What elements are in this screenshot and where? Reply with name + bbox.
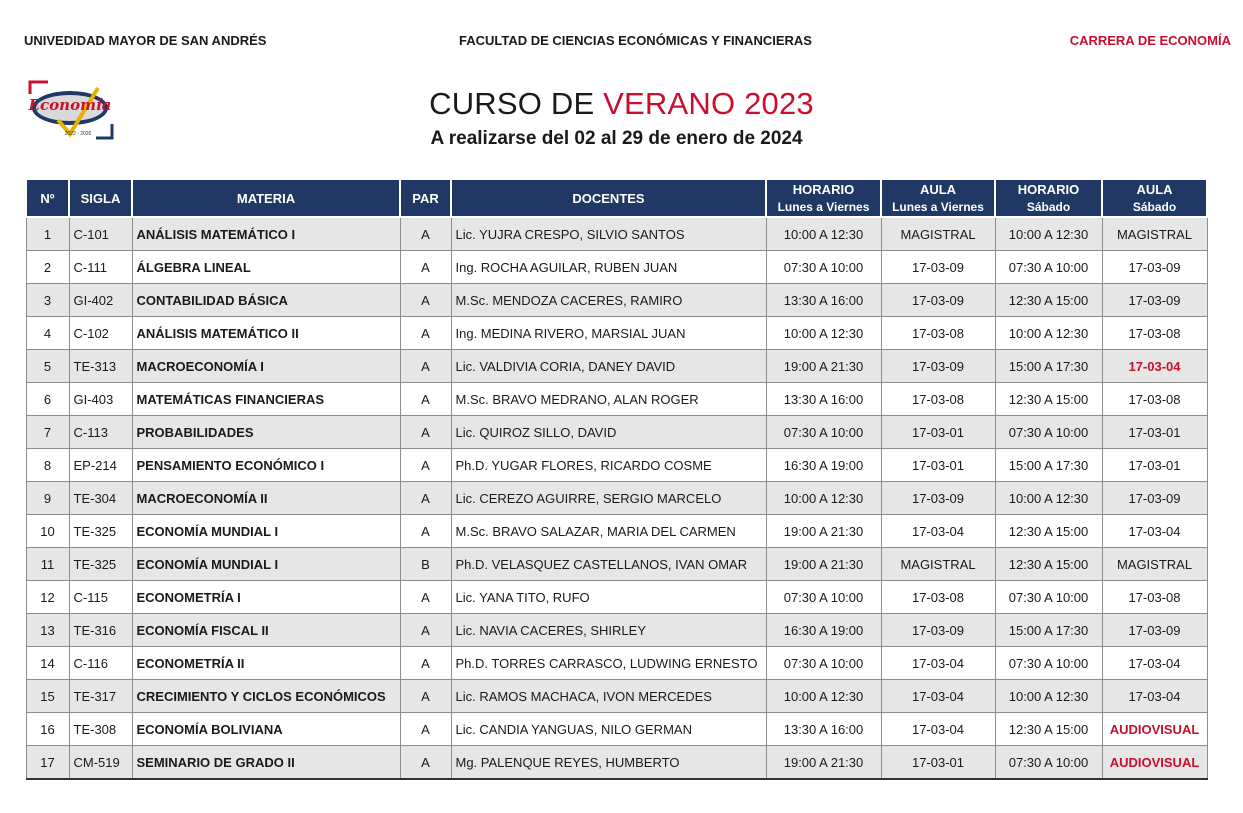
cell-aula-sab: 17-03-08 (1102, 383, 1207, 416)
cell-docente: Lic. RAMOS MACHACA, IVON MERCEDES (451, 680, 766, 713)
cell-sigla: C-102 (69, 317, 132, 350)
cell-par: A (400, 746, 451, 780)
table-row (26, 217, 1207, 251)
table-row (26, 746, 1207, 780)
cell-par: A (400, 317, 451, 350)
cell-docente: Ph.D. YUGAR FLORES, RICARDO COSME (451, 449, 766, 482)
cell-sigla: TE-325 (69, 548, 132, 581)
table-row (26, 482, 1207, 515)
cell-docente: Mg. PALENQUE REYES, HUMBERTO (451, 746, 766, 780)
cell-horario-sab: 12:30 A 15:00 (995, 515, 1102, 548)
cell-par: A (400, 515, 451, 548)
cell-materia: MATEMÁTICAS FINANCIERAS (132, 383, 400, 416)
cell-num: 1 (26, 217, 69, 251)
cell-sigla: GI-403 (69, 383, 132, 416)
col-header-aula-lv: AULA Lunes a Viernes (881, 179, 995, 217)
cell-num: 9 (26, 482, 69, 515)
cell-docente: Lic. YANA TITO, RUFO (451, 581, 766, 614)
cell-num: 11 (26, 548, 69, 581)
cell-docente: Lic. CEREZO AGUIRRE, SERGIO MARCELO (451, 482, 766, 515)
cell-horario-lv: 13:30 A 16:00 (766, 284, 881, 317)
table-row (26, 680, 1207, 713)
cell-aula-lv: 17-03-08 (881, 383, 995, 416)
cell-aula-lv: 17-03-04 (881, 680, 995, 713)
cell-aula-sab: 17-03-04 (1102, 350, 1207, 383)
cell-par: A (400, 284, 451, 317)
cell-materia: SEMINARIO DE GRADO II (132, 746, 400, 780)
cell-aula-sab: 17-03-04 (1102, 647, 1207, 680)
cell-docente: Ph.D. VELASQUEZ CASTELLANOS, IVAN OMAR (451, 548, 766, 581)
cell-aula-sab: 17-03-09 (1102, 614, 1207, 647)
cell-sigla: C-113 (69, 416, 132, 449)
table-row (26, 581, 1207, 614)
cell-par: A (400, 713, 451, 746)
table-row (26, 713, 1207, 746)
cell-materia: ECONOMÍA BOLIVIANA (132, 713, 400, 746)
table-row (26, 449, 1207, 482)
cell-num: 5 (26, 350, 69, 383)
cell-materia: ANÁLISIS MATEMÁTICO I (132, 217, 400, 251)
table-row (26, 647, 1207, 680)
table-row (26, 317, 1207, 350)
cell-aula-sab: AUDIOVISUAL (1102, 746, 1207, 780)
career-name: CARRERA DE ECONOMÍA (1069, 33, 1231, 48)
cell-horario-lv: 16:30 A 19:00 (766, 449, 881, 482)
cell-horario-sab: 12:30 A 15:00 (995, 713, 1102, 746)
table-row (26, 383, 1207, 416)
cell-horario-sab: 07:30 A 10:00 (995, 647, 1102, 680)
cell-aula-lv: 17-03-01 (881, 449, 995, 482)
cell-sigla: TE-316 (69, 614, 132, 647)
col-header-num: Nº (26, 179, 69, 217)
cell-horario-sab: 10:00 A 12:30 (995, 217, 1102, 251)
cell-materia: ECONOMÍA FISCAL II (132, 614, 400, 647)
col-header-horario-lv: HORARIO Lunes a Viernes (766, 179, 881, 217)
cell-horario-lv: 07:30 A 10:00 (766, 416, 881, 449)
cell-sigla: C-101 (69, 217, 132, 251)
cell-sigla: C-111 (69, 251, 132, 284)
cell-materia: ECONOMÍA MUNDIAL I (132, 515, 400, 548)
table-row (26, 284, 1207, 317)
cell-horario-sab: 12:30 A 15:00 (995, 383, 1102, 416)
cell-horario-lv: 19:00 A 21:30 (766, 548, 881, 581)
cell-materia: ECONOMETRÍA II (132, 647, 400, 680)
cell-horario-lv: 07:30 A 10:00 (766, 581, 881, 614)
cell-num: 7 (26, 416, 69, 449)
cell-num: 15 (26, 680, 69, 713)
cell-horario-lv: 13:30 A 16:00 (766, 713, 881, 746)
table-row (26, 251, 1207, 284)
cell-par: A (400, 350, 451, 383)
cell-aula-sab: AUDIOVISUAL (1102, 713, 1207, 746)
cell-horario-lv: 19:00 A 21:30 (766, 350, 881, 383)
cell-materia: CONTABILIDAD BÁSICA (132, 284, 400, 317)
cell-horario-sab: 07:30 A 10:00 (995, 581, 1102, 614)
cell-aula-lv: 17-03-08 (881, 317, 995, 350)
cell-horario-lv: 13:30 A 16:00 (766, 383, 881, 416)
table-row (26, 614, 1207, 647)
cell-par: A (400, 614, 451, 647)
page-subtitle: A realizarse del 02 al 29 de enero de 2024 (430, 128, 803, 149)
cell-docente: Lic. VALDIVIA CORIA, DANEY DAVID (451, 350, 766, 383)
cell-aula-lv: 17-03-01 (881, 416, 995, 449)
cell-aula-sab: 17-03-04 (1102, 515, 1207, 548)
cell-par: A (400, 251, 451, 284)
cell-aula-sab: 17-03-09 (1102, 284, 1207, 317)
col-header-materia: MATERIA (132, 179, 400, 217)
cell-num: 17 (26, 746, 69, 780)
cell-par: A (400, 383, 451, 416)
cell-par: A (400, 482, 451, 515)
logo-text: Economía (28, 96, 112, 114)
cell-materia: MACROECONOMÍA II (132, 482, 400, 515)
cell-materia: PENSAMIENTO ECONÓMICO I (132, 449, 400, 482)
cell-docente: Lic. YUJRA CRESPO, SILVIO SANTOS (451, 217, 766, 251)
cell-docente: Lic. CANDIA YANGUAS, NILO GERMAN (451, 713, 766, 746)
cell-par: A (400, 449, 451, 482)
cell-materia: ECONOMETRÍA I (132, 581, 400, 614)
cell-horario-lv: 16:30 A 19:00 (766, 614, 881, 647)
cell-sigla: TE-317 (69, 680, 132, 713)
cell-sigla: EP-214 (69, 449, 132, 482)
cell-docente: M.Sc. BRAVO MEDRANO, ALAN ROGER (451, 383, 766, 416)
col-header-sigla: SIGLA (69, 179, 132, 217)
cell-sigla: C-116 (69, 647, 132, 680)
logo-years: 2022 - 2026 (64, 131, 92, 137)
cell-par: A (400, 647, 451, 680)
cell-horario-sab: 07:30 A 10:00 (995, 251, 1102, 284)
table-header-row (26, 179, 1207, 217)
cell-num: 2 (26, 251, 69, 284)
cell-aula-lv: MAGISTRAL (881, 217, 995, 251)
cell-horario-lv: 10:00 A 12:30 (766, 217, 881, 251)
cell-aula-lv: 17-03-04 (881, 515, 995, 548)
cell-materia: CRECIMIENTO Y CICLOS ECONÓMICOS (132, 680, 400, 713)
cell-aula-sab: 17-03-08 (1102, 317, 1207, 350)
schedule-table (25, 178, 1208, 780)
table-row (26, 548, 1207, 581)
table-row (26, 515, 1207, 548)
cell-docente: M.Sc. BRAVO SALAZAR, MARIA DEL CARMEN (451, 515, 766, 548)
cell-par: A (400, 416, 451, 449)
cell-num: 16 (26, 713, 69, 746)
cell-aula-lv: 17-03-09 (881, 614, 995, 647)
cell-horario-sab: 15:00 A 17:30 (995, 614, 1102, 647)
cell-horario-lv: 10:00 A 12:30 (766, 317, 881, 350)
cell-horario-lv: 07:30 A 10:00 (766, 647, 881, 680)
cell-aula-sab: 17-03-08 (1102, 581, 1207, 614)
cell-aula-lv: 17-03-09 (881, 482, 995, 515)
cell-aula-sab: 17-03-04 (1102, 680, 1207, 713)
faculty-name: FACULTAD DE CIENCIAS ECONÓMICAS Y FINANCIERAS (459, 33, 812, 48)
cell-sigla: CM-519 (69, 746, 132, 780)
cell-aula-sab: MAGISTRAL (1102, 548, 1207, 581)
cell-materia: ECONOMÍA MUNDIAL I (132, 548, 400, 581)
cell-docente: Lic. QUIROZ SILLO, DAVID (451, 416, 766, 449)
cell-num: 14 (26, 647, 69, 680)
title-red: VERANO 2023 (603, 86, 814, 121)
cell-par: B (400, 548, 451, 581)
cell-aula-sab: 17-03-09 (1102, 482, 1207, 515)
cell-horario-sab: 12:30 A 15:00 (995, 548, 1102, 581)
cell-sigla: TE-304 (69, 482, 132, 515)
cell-sigla: TE-308 (69, 713, 132, 746)
cell-aula-sab: 17-03-01 (1102, 416, 1207, 449)
cell-num: 10 (26, 515, 69, 548)
cell-par: A (400, 217, 451, 251)
col-header-docentes: DOCENTES (451, 179, 766, 217)
cell-horario-sab: 10:00 A 12:30 (995, 317, 1102, 350)
cell-materia: PROBABILIDADES (132, 416, 400, 449)
cell-horario-sab: 10:00 A 12:30 (995, 680, 1102, 713)
cell-num: 6 (26, 383, 69, 416)
cell-horario-sab: 15:00 A 17:30 (995, 350, 1102, 383)
col-header-aula-sab: AULA Sábado (1102, 179, 1207, 217)
table-row (26, 416, 1207, 449)
cell-horario-lv: 19:00 A 21:30 (766, 515, 881, 548)
cell-num: 3 (26, 284, 69, 317)
cell-num: 13 (26, 614, 69, 647)
cell-aula-lv: 17-03-01 (881, 746, 995, 780)
cell-par: A (400, 581, 451, 614)
cell-docente: M.Sc. MENDOZA CACERES, RAMIRO (451, 284, 766, 317)
cell-horario-sab: 07:30 A 10:00 (995, 746, 1102, 780)
table-row (26, 350, 1207, 383)
cell-aula-lv: 17-03-04 (881, 647, 995, 680)
cell-aula-sab: 17-03-01 (1102, 449, 1207, 482)
cell-par: A (400, 680, 451, 713)
university-name: UNIVEDIDAD MAYOR DE SAN ANDRÉS (24, 33, 267, 48)
cell-aula-lv: 17-03-09 (881, 350, 995, 383)
cell-aula-sab: MAGISTRAL (1102, 217, 1207, 251)
cell-docente: Lic. NAVIA CACERES, SHIRLEY (451, 614, 766, 647)
cell-aula-lv: 17-03-09 (881, 251, 995, 284)
title-black: CURSO DE (429, 86, 604, 121)
cell-docente: Ph.D. TORRES CARRASCO, LUDWING ERNESTO (451, 647, 766, 680)
col-header-par: PAR (400, 179, 451, 217)
cell-num: 12 (26, 581, 69, 614)
cell-horario-sab: 12:30 A 15:00 (995, 284, 1102, 317)
cell-materia: ANÁLISIS MATEMÁTICO II (132, 317, 400, 350)
cell-aula-sab: 17-03-09 (1102, 251, 1207, 284)
cell-horario-sab: 15:00 A 17:30 (995, 449, 1102, 482)
cell-docente: Ing. MEDINA RIVERO, MARSIAL JUAN (451, 317, 766, 350)
cell-sigla: GI-402 (69, 284, 132, 317)
cell-aula-lv: 17-03-04 (881, 713, 995, 746)
cell-horario-lv: 07:30 A 10:00 (766, 251, 881, 284)
cell-horario-sab: 10:00 A 12:30 (995, 482, 1102, 515)
cell-sigla: C-115 (69, 581, 132, 614)
cell-horario-lv: 10:00 A 12:30 (766, 482, 881, 515)
cell-aula-lv: 17-03-08 (881, 581, 995, 614)
cell-docente: Ing. ROCHA AGUILAR, RUBEN JUAN (451, 251, 766, 284)
cell-horario-sab: 07:30 A 10:00 (995, 416, 1102, 449)
cell-num: 8 (26, 449, 69, 482)
cell-aula-lv: MAGISTRAL (881, 548, 995, 581)
cell-materia: MACROECONOMÍA I (132, 350, 400, 383)
col-header-horario-sab: HORARIO Sábado (995, 179, 1102, 217)
cell-horario-lv: 19:00 A 21:30 (766, 746, 881, 780)
cell-sigla: TE-325 (69, 515, 132, 548)
cell-horario-lv: 10:00 A 12:30 (766, 680, 881, 713)
cell-aula-lv: 17-03-09 (881, 284, 995, 317)
cell-sigla: TE-313 (69, 350, 132, 383)
cell-num: 4 (26, 317, 69, 350)
cell-materia: ÁLGEBRA LINEAL (132, 251, 400, 284)
page-title (0, 86, 1243, 122)
